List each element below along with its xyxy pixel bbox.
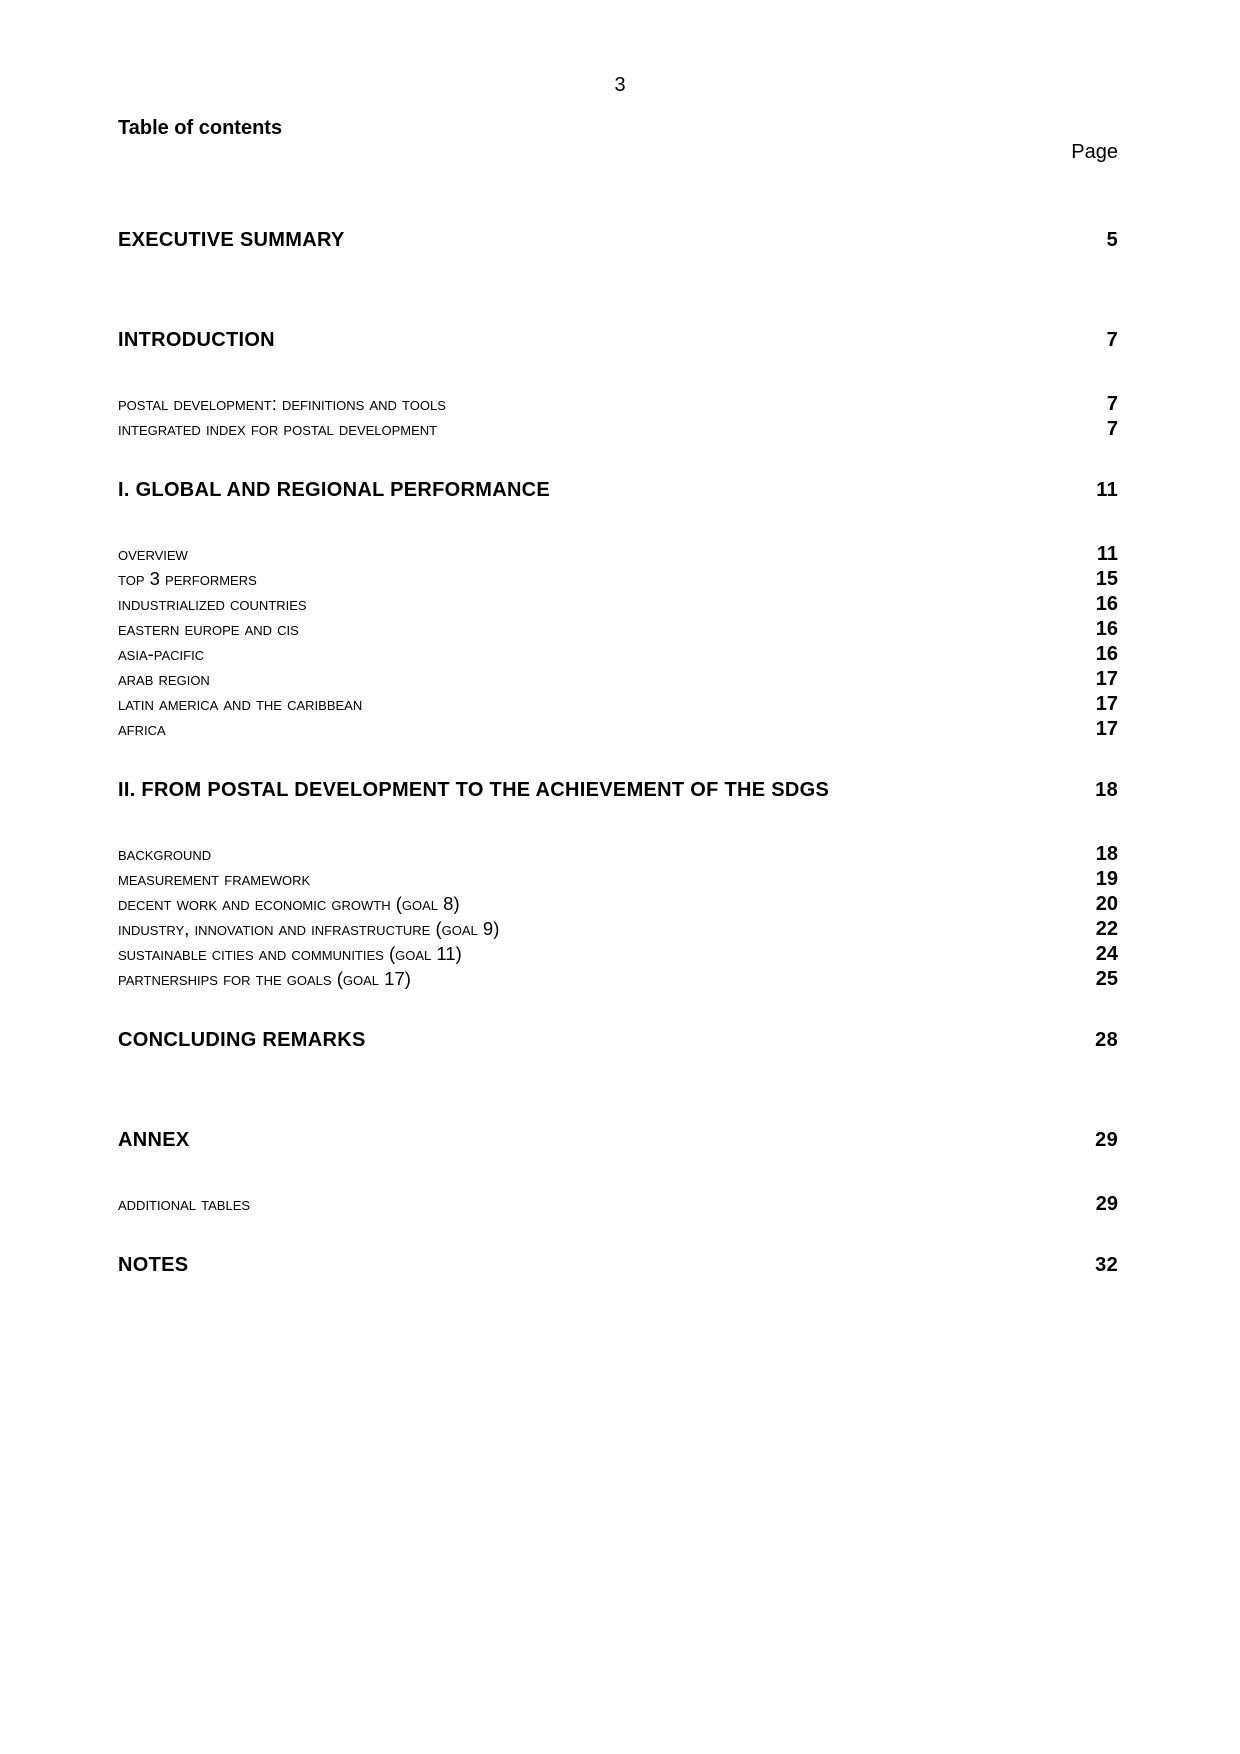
toc-entry-label: I. GLOBAL AND REGIONAL PERFORMANCE — [118, 479, 551, 501]
toc-entry-page: 29 — [1095, 1193, 1118, 1215]
toc-entry-page: 25 — [1095, 968, 1118, 990]
toc-entry-label: decent work and economic growth (goal 8) — [118, 893, 460, 914]
toc-entry-label: postal development: definitions and tools — [118, 393, 446, 414]
toc-entry-label: arab region — [118, 668, 210, 689]
toc-entry-background[interactable] — [118, 843, 1118, 866]
toc-entry-page: 16 — [1095, 643, 1118, 665]
toc-entry-label: NOTES — [118, 1254, 189, 1276]
toc-entry-page: 16 — [1095, 593, 1118, 615]
toc-entry-page: 20 — [1095, 893, 1118, 915]
toc-entry-label: ANNEX — [118, 1129, 190, 1151]
toc-entry-introduction[interactable] — [118, 329, 1118, 352]
toc-entry-measurement-framework[interactable] — [118, 868, 1118, 891]
toc-entry-page: 24 — [1095, 943, 1118, 965]
toc-entry-concluding-remarks[interactable] — [118, 1029, 1118, 1052]
toc-entry-label: industry, innovation and infrastructure (goal 9) — [118, 918, 500, 939]
toc-entry-arab-region[interactable] — [118, 668, 1118, 691]
toc-entry-eastern-europe-cis[interactable] — [118, 618, 1118, 641]
toc-entry-label: top 3 performers — [118, 568, 257, 589]
toc-entry-page: 17 — [1095, 693, 1118, 715]
toc-entry-page: 32 — [1095, 1254, 1118, 1276]
toc-entry-page: 16 — [1095, 618, 1118, 640]
toc-entry-label: eastern europe and cis — [118, 618, 299, 639]
toc-entry-industrialized-countries[interactable] — [118, 593, 1118, 616]
toc-entry-page: 19 — [1095, 868, 1118, 890]
toc-entry-additional-tables[interactable] — [118, 1193, 1118, 1216]
toc-entry-label: partnerships for the goals (goal 17) — [118, 968, 411, 989]
toc-entry-page: 18 — [1095, 843, 1118, 865]
toc-entry-page: 15 — [1095, 568, 1118, 590]
toc-entry-goal-17[interactable] — [118, 968, 1118, 991]
toc-entry-label: additional tables — [118, 1193, 251, 1214]
toc-entry-label: latin america and the caribbean — [118, 693, 363, 714]
toc-entry-label: INTRODUCTION — [118, 329, 275, 351]
toc-entry-executive-summary[interactable] — [118, 229, 1118, 252]
toc-entry-integrated-index[interactable] — [118, 418, 1118, 441]
toc-entry-annex[interactable] — [118, 1129, 1118, 1152]
toc-entry-page: 5 — [1106, 229, 1118, 251]
toc-entry-page: 7 — [1106, 393, 1118, 415]
toc-entry-label: africa — [118, 718, 166, 739]
toc-entry-label: overview — [118, 543, 188, 564]
toc-entry-postal-development-definitions[interactable] — [118, 393, 1118, 416]
toc-entry-notes[interactable] — [118, 1254, 1118, 1277]
toc-entry-asia-pacific[interactable] — [118, 643, 1118, 666]
toc-entry-page: 7 — [1106, 418, 1118, 440]
toc-entry-goal-8[interactable] — [118, 893, 1118, 916]
toc-entry-label: measurement framework — [118, 868, 311, 889]
toc-entry-africa[interactable] — [118, 718, 1118, 741]
toc-entry-label: background — [118, 843, 212, 864]
toc-entry-page: 28 — [1095, 1029, 1118, 1051]
toc-entry-global-regional-performance[interactable] — [118, 479, 1118, 502]
toc-entry-page: 11 — [1096, 543, 1118, 565]
toc-entry-label: II. FROM POSTAL DEVELOPMENT TO THE ACHIEVEMENT OF THE SDGS — [118, 779, 830, 801]
page-number: 3 — [614, 74, 626, 96]
toc-entry-page: 11 — [1096, 479, 1118, 501]
toc-entry-page: 22 — [1095, 918, 1118, 940]
toc-title: Table of contents — [118, 117, 283, 139]
toc-entry-overview[interactable] — [118, 543, 1118, 566]
toc-entry-label: integrated index for postal development — [118, 418, 438, 439]
toc-entry-page: 18 — [1095, 779, 1118, 801]
toc-entry-page: 7 — [1106, 329, 1118, 351]
toc-entry-label: sustainable cities and communities (goal 11) — [118, 943, 462, 964]
page-column-header: Page — [1071, 141, 1118, 163]
toc-entry-page: 29 — [1095, 1129, 1118, 1151]
toc-entry-goal-11[interactable] — [118, 943, 1118, 966]
toc-entry-label: asia-pacific — [118, 643, 205, 664]
toc-entry-page: 17 — [1095, 718, 1118, 740]
toc-entry-label: EXECUTIVE SUMMARY — [118, 229, 345, 251]
toc-entry-label: industrialized countries — [118, 593, 307, 614]
toc-entry-latin-america-caribbean[interactable] — [118, 693, 1118, 716]
toc-entry-goal-9[interactable] — [118, 918, 1118, 941]
toc-entry-label: CONCLUDING REMARKS — [118, 1029, 366, 1051]
toc-entry-postal-development-sdgs[interactable] — [118, 779, 1118, 802]
toc-entry-top-3-performers[interactable] — [118, 568, 1118, 591]
toc-entry-page: 17 — [1095, 668, 1118, 690]
